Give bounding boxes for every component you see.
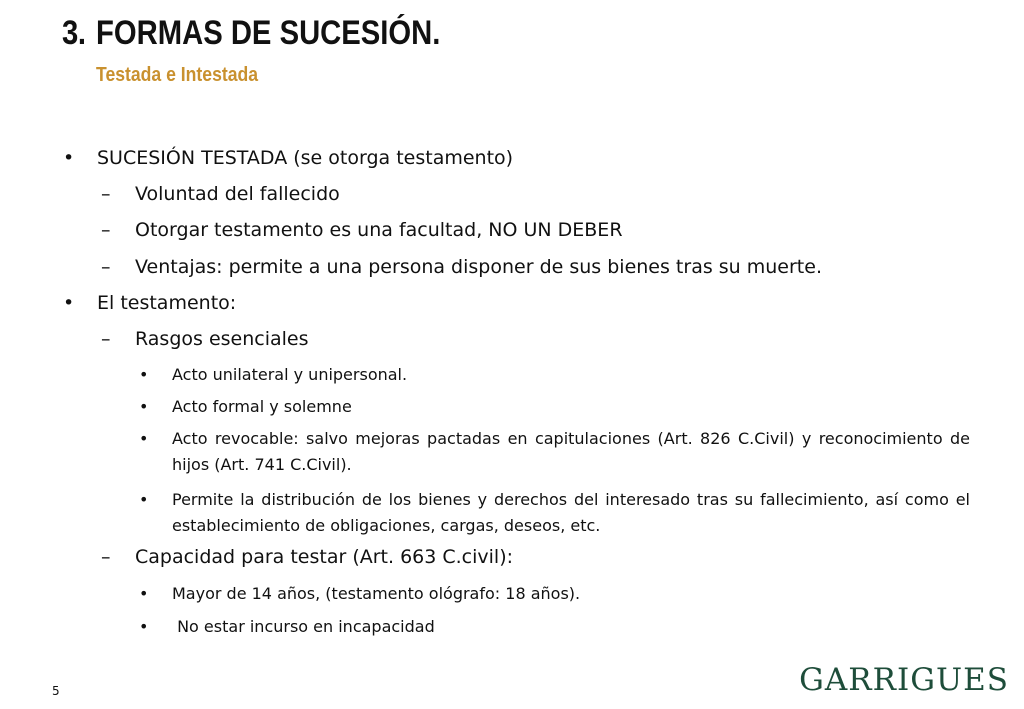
point-distribucion: Permite la distribución de los bienes y derechos del interesado tras su fallecimiento, así como el establecimiento de obligaciones, cargas, deseos, etc. bbox=[172, 490, 970, 535]
bullet-marker: • bbox=[139, 617, 149, 636]
point-formal: Acto formal y solemne bbox=[172, 397, 352, 416]
sub-item-voluntad: Voluntad del fallecido bbox=[135, 183, 340, 205]
bullet-marker: • bbox=[139, 429, 149, 448]
point-revocable: Acto revocable: salvo mejoras pactadas en capitulaciones (Art. 826 C.Civil) y reconocimiento de hijos (Art. 741 C.Civil). bbox=[172, 429, 970, 474]
dash-marker: – bbox=[101, 256, 111, 278]
sub-item-rasgos: Rasgos esenciales bbox=[135, 328, 309, 350]
page-number: 5 bbox=[52, 684, 60, 698]
sub-item-capacidad: Capacidad para testar (Art. 663 C.civil): bbox=[135, 546, 514, 568]
bullet-marker: • bbox=[139, 584, 149, 603]
point-incapacidad: No estar incurso en incapacidad bbox=[172, 617, 435, 636]
point-unilateral: Acto unilateral y unipersonal. bbox=[172, 365, 408, 384]
bullet-item-testamento: El testamento: bbox=[97, 292, 237, 314]
point-mayor-edad: Mayor de 14 años, (testamento ológrafo: 18 años). bbox=[172, 584, 581, 603]
dash-marker: – bbox=[101, 546, 111, 568]
dash-marker: – bbox=[101, 328, 111, 350]
bullet-marker: • bbox=[139, 490, 149, 509]
dash-marker: – bbox=[101, 219, 111, 241]
bullet-marker: • bbox=[139, 397, 149, 416]
slide-subtitle: Testada e Intestada bbox=[96, 64, 259, 86]
section-number: 3. bbox=[62, 14, 86, 52]
garrigues-logo: GARRIGUES bbox=[799, 662, 1009, 698]
sub-item-ventajas: Ventajas: permite a una persona disponer de sus bienes tras su muerte. bbox=[135, 256, 822, 278]
bullet-marker: • bbox=[139, 365, 149, 384]
dash-marker: – bbox=[101, 183, 111, 205]
title-text: FORMAS DE SUCESIÓN. bbox=[96, 14, 441, 52]
sub-item-facultad: Otorgar testamento es una facultad, NO UN DEBER bbox=[135, 219, 623, 241]
bullet-item-sucesion-testada: SUCESIÓN TESTADA (se otorga testamento) bbox=[97, 147, 514, 169]
bullet-marker: • bbox=[63, 147, 75, 169]
bullet-marker: • bbox=[63, 292, 75, 314]
